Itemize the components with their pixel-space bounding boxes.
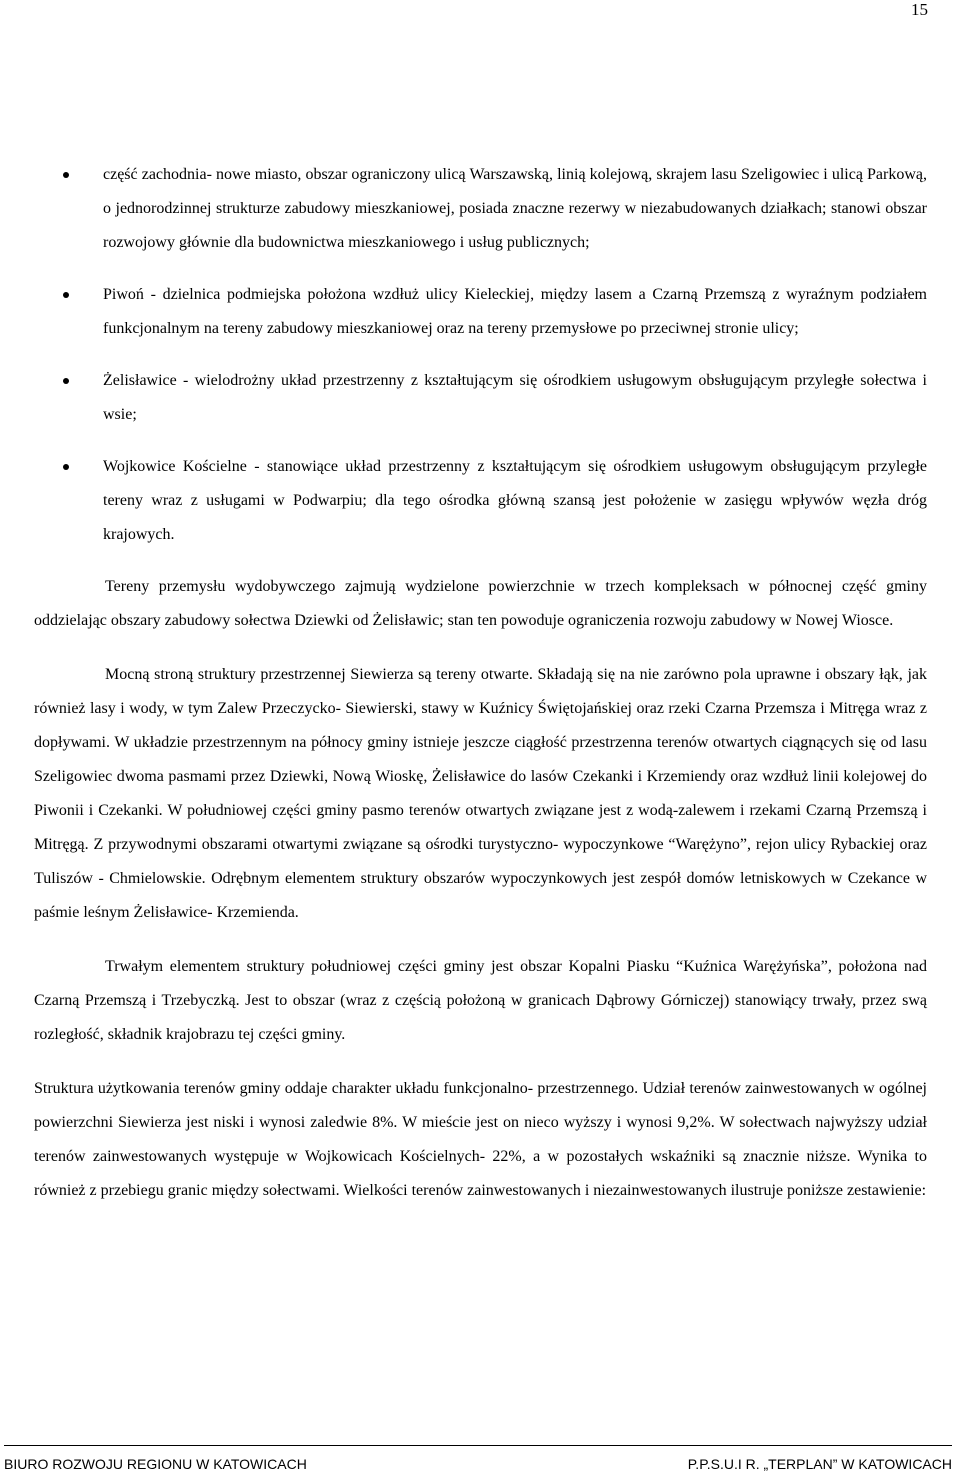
footer-left-text: BIURO ROZWOJU REGIONU W KATOWICACH <box>4 1456 307 1472</box>
page-number: 15 <box>911 0 928 19</box>
page-footer <box>4 1445 952 1476</box>
paragraph-land-use: Struktura użytkowania terenów gminy oddaje charakter układu funkcjonalno- przestrzennego. Udział terenów zainwestowanych w ogólnej powierzchni Siewierza jest niski i wynosi zaledwie 8%. W mieście jest on nieco wyższy i wynosi 9,2%. W sołectwach najwyższy udział terenów zainwestowanych występuje w Wojkowicach Kościelnych- 22%, a w pozostałych wskaźniki są znacznie niższe. Wynika to również z przebiegu granic między sołectwami. Wielkości terenów zainwestowanych i niezainwestowanych ilustruje poniższe zestawienie: <box>34 1080 927 1199</box>
document-body <box>34 158 927 1228</box>
paragraph-open-areas: Mocną stroną struktury przestrzennej Siewierza są tereny otwarte. Składają się na nie zarówno pola uprawne i obszary łąk, jak również lasy i wody, w tym Zalew Przeczycko- Siewierski, stawy w Kuźnicy Świętojańskiej oraz rzeki Czarna Przemsza i Mitręga wraz z dopływami. W układzie przestrzennym na północy gminy istnieje jeszcze ciągłość przestrzenna terenów otwartych ciągnących się od lasu Szeligowiec dwoma pasmami przez Dziewki, Nową Wioskę, Żelisławice do lasów Czekanki i Krzemiendy oraz wzdłuż linii kolejowej do Piwonii i Czekanki. W południowej części gminy pasmo terenów otwartych związane jest z wodą-zalewem i rzekami Czarną Przemszą i Mitręgą. Z przywodnymi obszarami otwartymi związane są ośrodki turystyczno- wypoczynkowe “Warężyno”, rejon ulicy Rybackiej oraz Tuliszów - Chmielowskie. Odrębnym elementem struktury obszarów wypoczynkowych jest zespół domów letniskowych w Czekance w paśmie leśnym Żelisławice- Krzemienda. <box>34 666 927 921</box>
list-item: Piwoń - dzielnica podmiejska położona wzdłuż ulicy Kieleckiej, między lasem a Czarną Przemszą z wyraźnym podziałem funkcjonalnym na tereny zabudowy mieszkaniowej oraz na tereny przemysłowe po przeciwnej stronie ulicy; <box>34 278 927 346</box>
paragraph-sand-mine: Trwałym elementem struktury południowej części gminy jest obszar Kopalni Piasku “Kuźnica Warężyńska”, położona nad Czarną Przemszą i Trzebyczką. Jest to obszar (wraz z częścią położoną w granicach Dąbrowy Górniczej) stanowiący trwały, przez swą rozległość, składnik krajobrazu tej części gminy. <box>34 958 927 1043</box>
list-item: Wojkowice Kościelne - stanowiące układ przestrzenny z kształtującym się ośrodkiem usługowym obsługującym przyległe tereny wraz z usługami w Podwarpiu; dla tego ośrodka główną szansą jest położenie w zasięgu wpływów węzła dróg krajowych. <box>34 450 927 552</box>
footer-right-text: P.P.S.U.I R. „TERPLAN” W KATOWICACH <box>687 1456 952 1472</box>
paragraph-industry: Tereny przemysłu wydobywczego zajmują wydzielone powierzchnie w trzech kompleksach w północnej część gminy oddzielając obszary zabudowy sołectwa Dziewki od Żelisławic; stan ten powoduje ograniczenia rozwoju zabudowy w Nowej Wiosce. <box>34 578 927 629</box>
list-item: Żelisławice - wielodrożny układ przestrzenny z kształtującym się ośrodkiem usługowym obsługującym przyległe sołectwa i wsie; <box>34 364 927 432</box>
list-item: część zachodnia- nowe miasto, obszar ograniczony ulicą Warszawską, linią kolejową, skrajem lasu Szeligowiec i ulicą Parkową, o jednorodzinnej strukturze zabudowy mieszkaniowej, posiada znaczne rezerwy w niezabudowanych działkach; stanowi obszar rozwojowy głównie dla budownictwa mieszkaniowego i usług publicznych; <box>34 158 927 260</box>
district-list <box>34 158 927 552</box>
